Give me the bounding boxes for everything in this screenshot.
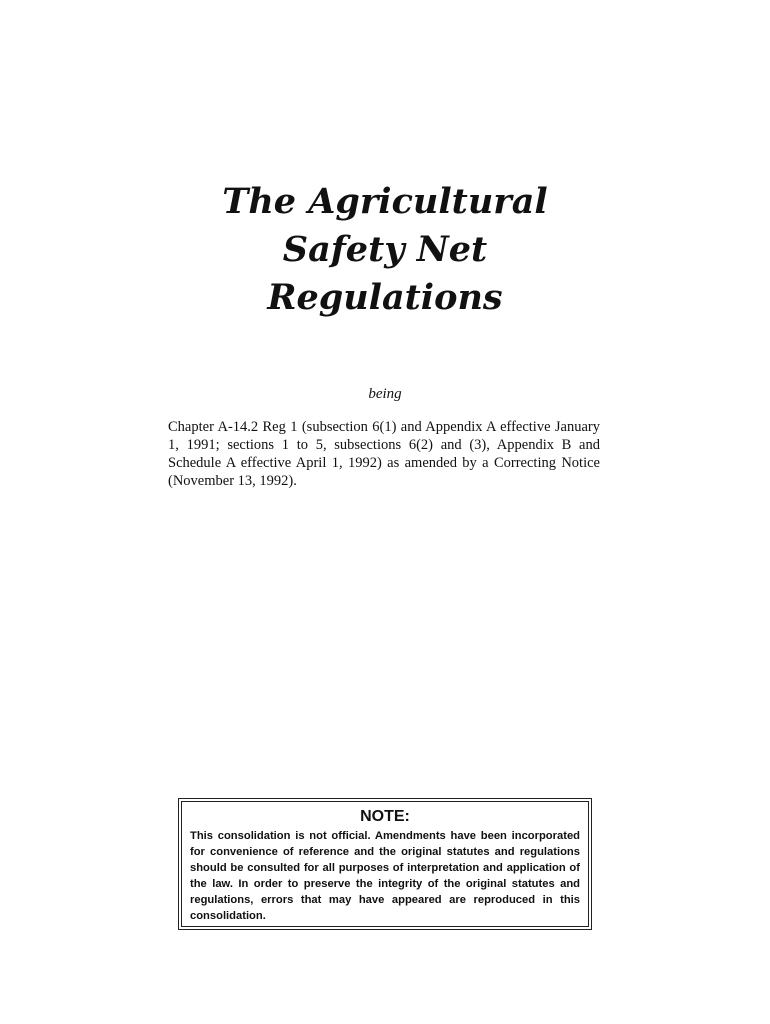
being-label: being <box>368 386 402 402</box>
title-line-3: Regulations <box>267 277 503 318</box>
citation-paragraph: Chapter A-14.2 Reg 1 (subsection 6(1) and Appendix A effective January 1, 1991; sections 1 to 5, subsections 6(2) and (3), Appendix B and Schedule A effective April 1, 1992) as amended by a Correcting Notice (November 13, 1992). <box>168 419 600 489</box>
title-line-2: Safety Net <box>282 229 488 270</box>
note-inner-frame <box>181 801 589 927</box>
note-heading: NOTE: <box>360 808 410 825</box>
document-title <box>0 178 770 322</box>
note-text: This consolidation is not official. Amendments have been incorporated for convenience of reference and the original statutes and regulations should be consulted for all purposes of interpretation and application of the law. In order to preserve the integrity of the original statutes and regulations, errors that may have appeared are reproduced in this consolidation. <box>190 830 580 922</box>
title-line-1: The Agricultural <box>222 181 548 222</box>
note-box <box>178 798 592 930</box>
